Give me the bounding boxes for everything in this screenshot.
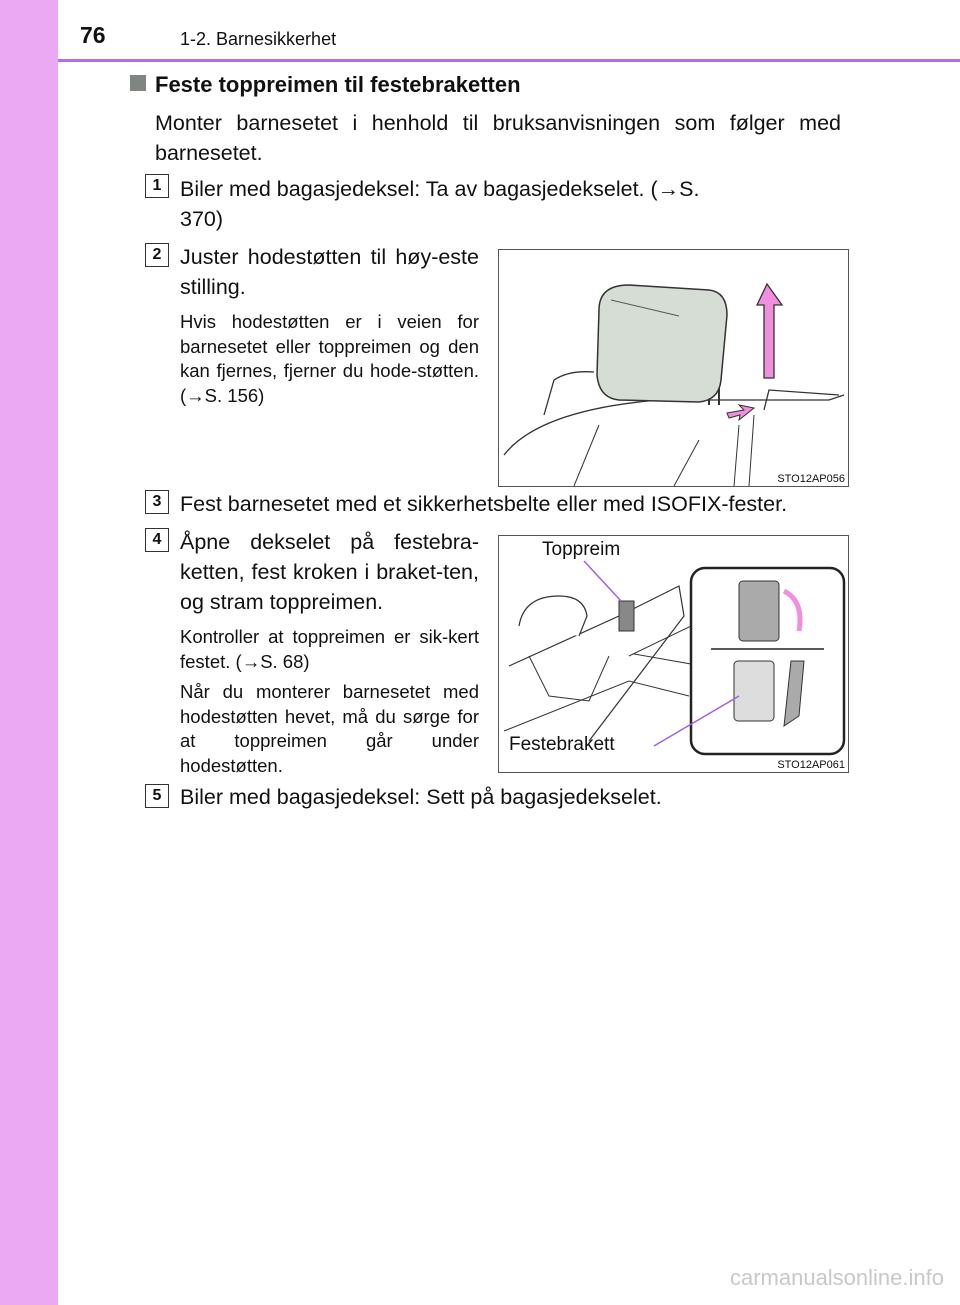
step-note: Kontroller at toppreimen er sik-kert festet. (→S. 68) (180, 626, 479, 672)
step-text: Biler med bagasjedeksel: Sett på bagasjedekselet. (180, 785, 662, 809)
headrest-figure (498, 249, 849, 487)
label-toppreim: Toppreim (542, 539, 621, 560)
step-text: Åpne dekselet på festebra-ketten, fest kroken i braket-ten, og stram toppreimen. (180, 530, 479, 614)
header-rule (58, 59, 960, 62)
step-number: 4 (145, 528, 169, 552)
sidebar-tab (0, 0, 58, 1305)
intro-text: Monter barnesetet i henhold til bruksanvisningen som følger med barnesetet. (155, 111, 841, 165)
step-number: 2 (145, 243, 169, 267)
step-number: 1 (145, 174, 169, 198)
step-note: Hvis hodestøtten er i veien for barnesetet eller toppreimen og den kan fjernes, fjerner du hode-støtten. (→S. 156) (180, 311, 479, 406)
up-arrow-icon (757, 284, 782, 378)
step-note: Når du monterer barnesetet med hodestøtten hevet, må du sørge for at toppreimen går under hodestøtten. (180, 681, 479, 776)
step-text: Juster hodestøtten til høy-este stilling. (180, 245, 479, 299)
label-festebrakett: Festebrakett (509, 734, 615, 755)
section-heading (130, 72, 521, 98)
step-text: Biler med bagasjedeksel: Ta av bagasjedekselet. (→S. 370) (180, 177, 700, 231)
chapter-title: 1-2. Barnesikkerhet (180, 29, 337, 49)
figure-code: STO12AP061 (777, 759, 845, 771)
page-number: 76 (80, 22, 106, 48)
section-title: Feste toppreimen til festebraketten (155, 72, 521, 97)
step-number: 3 (145, 490, 169, 514)
tether-figure (498, 535, 849, 773)
step-number: 5 (145, 784, 169, 808)
square-bullet-icon (130, 75, 146, 91)
figure-code: STO12AP056 (777, 473, 845, 485)
headrest-illustration (499, 250, 848, 486)
watermark: carmanualsonline.info (729, 1265, 944, 1290)
step-text: Fest barnesetet med et sikkerhetsbelte eller med ISOFIX-fester. (180, 492, 788, 516)
